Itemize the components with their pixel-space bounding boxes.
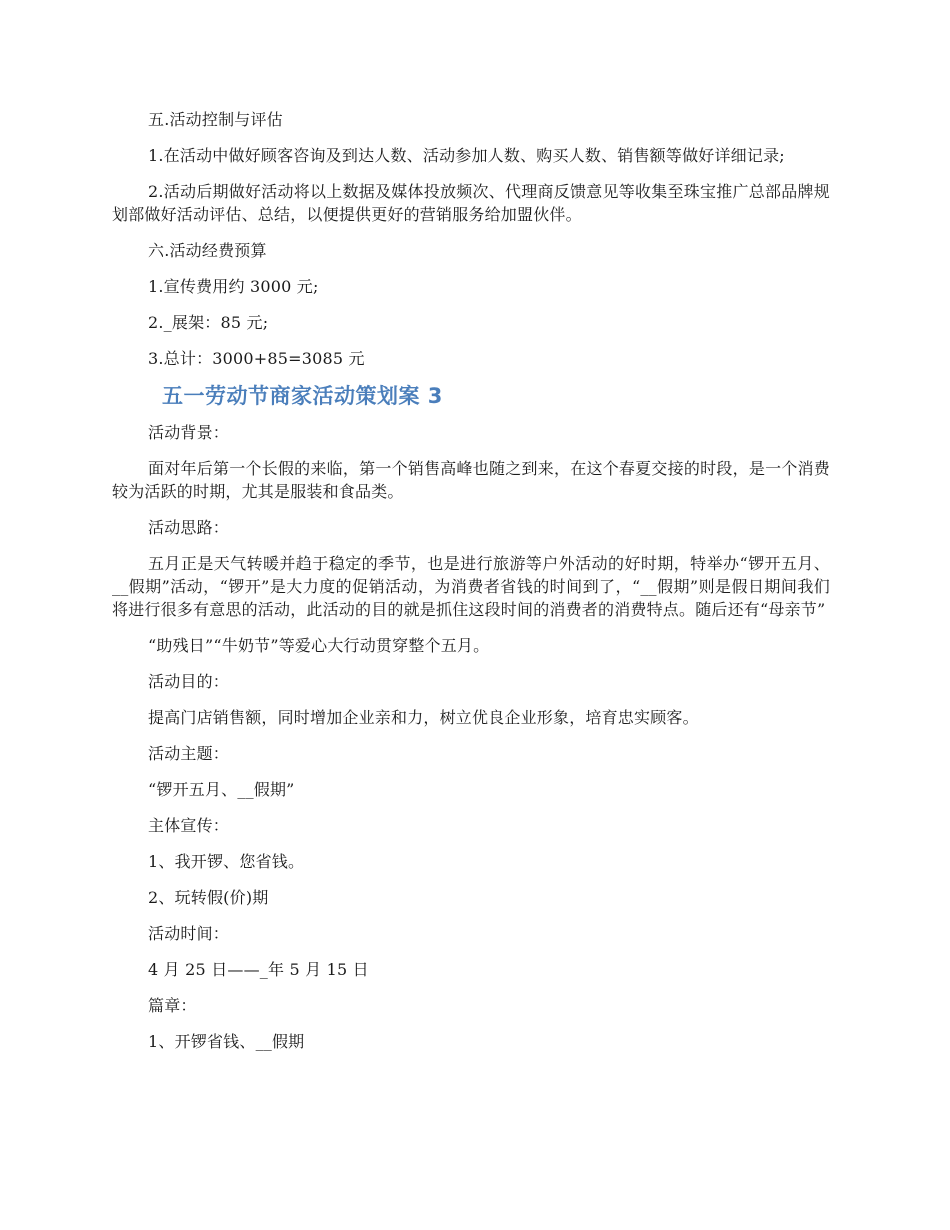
- section-6-item-1: 1.宣传费用约 3000 元;: [148, 277, 319, 296]
- chapter-label: 篇章：: [148, 996, 197, 1015]
- time-text: 4 月 25 日——_年 5 月 15 日: [148, 960, 369, 979]
- idea-label: 活动思路：: [148, 518, 230, 537]
- section-6-item-3: 3.总计：3000+85=3085 元: [148, 349, 365, 368]
- goal-label: 活动目的：: [148, 672, 230, 691]
- plan-3-heading: 五一劳动节商家活动策划案 3: [162, 384, 443, 408]
- chapter-item-1: 1、开锣省钱、__假期: [148, 1032, 305, 1051]
- section-5-item-1: 1.在活动中做好顾客咨询及到达人数、活动参加人数、购买人数、销售额等做好详细记录;: [148, 146, 785, 165]
- theme-label: 活动主题：: [148, 744, 230, 763]
- promo-label: 主体宣传：: [148, 816, 230, 835]
- background-text: 面对年后第一个长假的来临，第一个销售高峰也随之到来，在这个春夏交接的时段，是一个消费较为活跃的时期，尤其是服装和食品类。: [112, 459, 830, 501]
- background-label: 活动背景：: [148, 423, 230, 442]
- section-6-item-2: 2._展架：85 元;: [148, 313, 269, 332]
- promo-item-1: 1、我开锣、您省钱。: [148, 852, 305, 871]
- idea-text: 五月正是天气转暖并趋于稳定的季节，也是进行旅游等户外活动的好时期，特举办“锣开五月、__假期”活动，“锣开”是大力度的促销活动，为消费者省钱的时间到了，“__假期”则是假日期间我们将进行很多有意思的活动，此活动的目的就是抓住这段时间的消费者的消费特点。随后还有“母亲节”: [112, 554, 830, 619]
- idea-text-continued: “助残日”“牛奶节”等爱心大行动贯穿整个五月。: [148, 636, 490, 655]
- section-5-item-2: 2.活动后期做好活动将以上数据及媒体投放频次、代理商反馈意见等收集至珠宝推广总部品牌规划部做好活动评估、总结，以便提供更好的营销服务给加盟伙伴。: [112, 182, 830, 224]
- document-page: [112, 108, 830, 1066]
- section-5-title: 五.活动控制与评估: [148, 110, 283, 129]
- goal-text: 提高门店销售额，同时增加企业亲和力，树立优良企业形象，培育忠实顾客。: [148, 708, 699, 727]
- promo-item-2: 2、玩转假(价)期: [148, 888, 269, 907]
- time-label: 活动时间：: [148, 924, 230, 943]
- section-6-title: 六.活动经费预算: [148, 241, 267, 260]
- theme-text: “锣开五月、__假期”: [148, 780, 295, 799]
